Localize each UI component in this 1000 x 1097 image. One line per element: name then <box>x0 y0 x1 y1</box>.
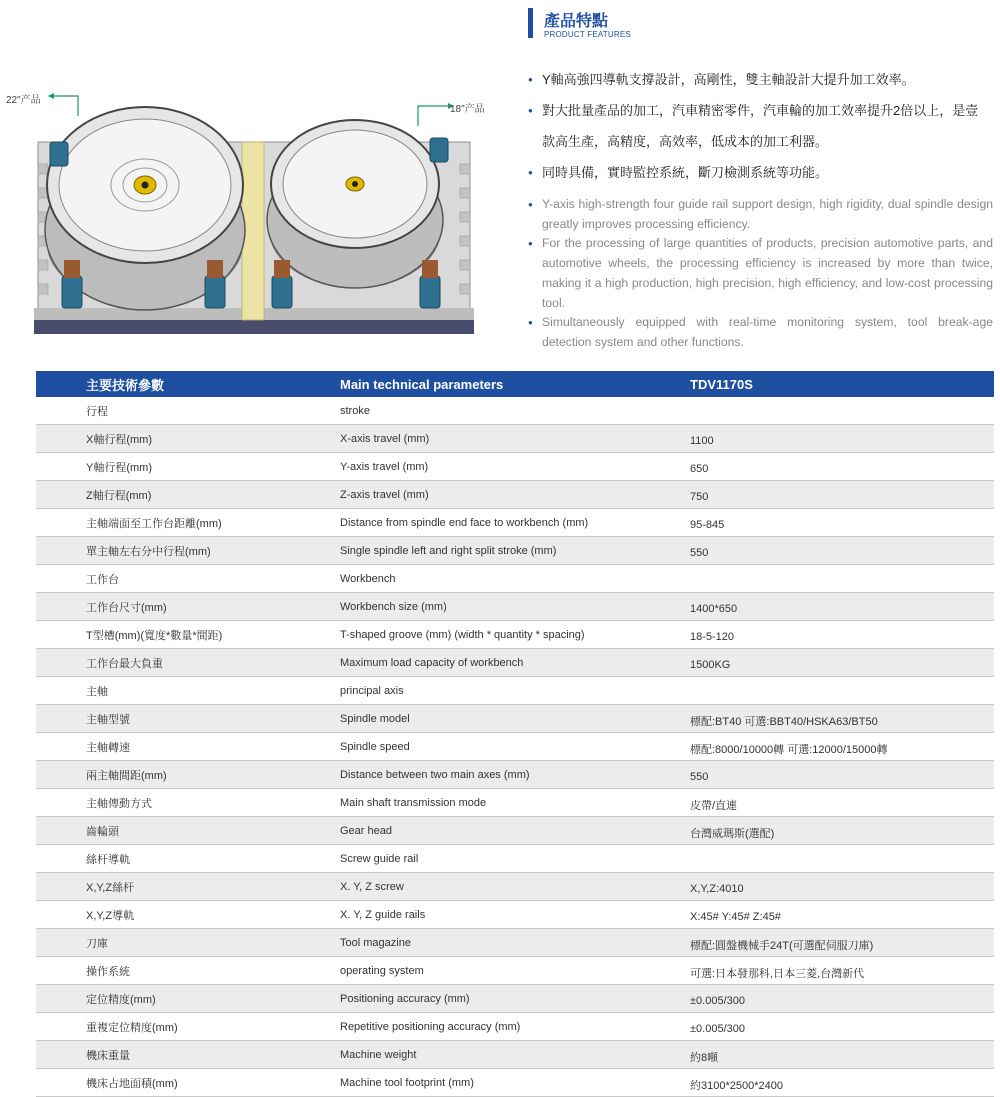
param-name-en: Distance from spindle end face to workbench (mm) <box>320 509 650 537</box>
param-value: 95-845 <box>650 509 994 537</box>
feature-item-zh: ● 同時具備，實時監控系統，斷刀檢測系統等功能。 <box>528 157 988 188</box>
features-list-zh <box>528 64 988 188</box>
param-name-zh: X,Y,Z導軌 <box>36 901 320 929</box>
param-value: 標配:8000/10000轉 可選:12000/15000轉 <box>650 733 994 761</box>
table-row <box>36 481 994 509</box>
spec-table <box>36 371 994 1097</box>
param-name-zh: Z軸行程(mm) <box>36 481 320 509</box>
param-name-zh: 單主軸左右分中行程(mm) <box>36 537 320 565</box>
param-value: ±0.005/300 <box>650 1013 994 1041</box>
param-name-zh: 刀庫 <box>36 929 320 957</box>
param-value: 可選:日本發那科,日本三菱,台灣新代 <box>650 957 994 985</box>
param-name-zh: 行程 <box>36 397 320 425</box>
label-18-inch-product: 18"产品 <box>450 104 485 115</box>
table-row <box>36 1069 994 1097</box>
param-name-zh: 工作台最大負重 <box>36 649 320 677</box>
param-value <box>650 677 994 705</box>
param-name-zh: 操作系統 <box>36 957 320 985</box>
param-name-en: T-shaped groove (mm) (width * quantity * spacing) <box>320 621 650 649</box>
param-name-en: Main shaft transmission mode <box>320 789 650 817</box>
param-name-zh: 主軸型號 <box>36 705 320 733</box>
param-name-zh: X軸行程(mm) <box>36 425 320 453</box>
label-22-inch-product: 22"产品 <box>6 95 41 106</box>
param-name-en: Z-axis travel (mm) <box>320 481 650 509</box>
features-subtitle: PRODUCT FEATURES <box>544 30 631 39</box>
table-row <box>36 649 994 677</box>
table-row <box>36 985 994 1013</box>
feature-item-zh: ● Y軸高強四導軌支撐設計，高剛性，雙主軸設計大提升加工效率。 <box>528 64 988 95</box>
param-name-en: X. Y, Z screw <box>320 873 650 901</box>
param-value: 台灣威瑪斯(選配) <box>650 817 994 845</box>
table-row <box>36 733 994 761</box>
table-row <box>36 397 994 425</box>
table-row <box>36 1041 994 1069</box>
param-name-zh: 絲杆導軌 <box>36 845 320 873</box>
param-name-zh: 定位精度(mm) <box>36 985 320 1013</box>
param-name-en: Repetitive positioning accuracy (mm) <box>320 1013 650 1041</box>
param-name-en: Spindle speed <box>320 733 650 761</box>
feature-item-en: ● Y-axis high-strength four guide rail support design, high rigidity, dual spindle design greatly improves processing efficiency. <box>528 195 993 234</box>
table-row <box>36 453 994 481</box>
param-name-en: principal axis <box>320 677 650 705</box>
param-name-zh: 重複定位精度(mm) <box>36 1013 320 1041</box>
param-value: 550 <box>650 537 994 565</box>
table-row <box>36 789 994 817</box>
features-title: 產品特點 <box>544 13 609 30</box>
param-value: 約8噸 <box>650 1041 994 1069</box>
param-name-en: Machine weight <box>320 1041 650 1069</box>
param-name-en: Tool magazine <box>320 929 650 957</box>
param-name-zh: 工作台 <box>36 565 320 593</box>
param-value: ±0.005/300 <box>650 985 994 1013</box>
param-value: X:45# Y:45# Z:45# <box>650 901 994 929</box>
param-name-zh: 主軸傳動方式 <box>36 789 320 817</box>
fixture-illustration <box>0 80 480 355</box>
param-value: 550 <box>650 761 994 789</box>
table-row <box>36 901 994 929</box>
table-row <box>36 677 994 705</box>
param-value: 標配:BT40 可選:BBT40/HSKA63/BT50 <box>650 705 994 733</box>
param-value <box>650 397 994 425</box>
table-row <box>36 873 994 901</box>
param-name-zh: 主軸轉速 <box>36 733 320 761</box>
table-row <box>36 621 994 649</box>
param-name-en: Gear head <box>320 817 650 845</box>
table-row <box>36 817 994 845</box>
param-value: 18-5-120 <box>650 621 994 649</box>
param-value: 1500KG <box>650 649 994 677</box>
param-value: X,Y,Z:4010 <box>650 873 994 901</box>
param-value <box>650 565 994 593</box>
table-row <box>36 929 994 957</box>
param-value: 650 <box>650 453 994 481</box>
param-name-zh: 齒輪頭 <box>36 817 320 845</box>
spec-table-header <box>36 371 994 397</box>
param-value: 約3100*2500*2400 <box>650 1069 994 1097</box>
param-value: 1100 <box>650 425 994 453</box>
table-row <box>36 593 994 621</box>
table-row <box>36 705 994 733</box>
table-row <box>36 761 994 789</box>
param-name-zh: T型槽(mm)(寬度*數量*間距) <box>36 621 320 649</box>
param-name-en: Screw guide rail <box>320 845 650 873</box>
param-name-en: Machine tool footprint (mm) <box>320 1069 650 1097</box>
features-list-en <box>528 195 993 353</box>
param-name-zh: 兩主軸間距(mm) <box>36 761 320 789</box>
param-name-en: Y-axis travel (mm) <box>320 453 650 481</box>
table-row <box>36 425 994 453</box>
param-name-zh: X,Y,Z絲杆 <box>36 873 320 901</box>
param-value: 750 <box>650 481 994 509</box>
param-name-en: Maximum load capacity of workbench <box>320 649 650 677</box>
param-name-en: Distance between two main axes (mm) <box>320 761 650 789</box>
table-row <box>36 957 994 985</box>
param-value: 皮帶/直連 <box>650 789 994 817</box>
feature-item-zh: ● 對大批量產品的加工，汽車精密零件，汽車輪的加工效率提升2倍以上，是壹款高生產，高精度，高效率，低成本的加工利器。 <box>528 95 988 157</box>
param-name-zh: Y軸行程(mm) <box>36 453 320 481</box>
param-name-zh: 工作台尺寸(mm) <box>36 593 320 621</box>
header-en-params: Main technical parameters <box>320 371 650 397</box>
param-name-zh: 主軸端面至工作台距離(mm) <box>36 509 320 537</box>
spec-table-body <box>36 397 994 1097</box>
param-value: 標配:圓盤機械手24T(可選配伺服刀庫) <box>650 929 994 957</box>
table-row <box>36 537 994 565</box>
feature-item-en: ● For the processing of large quantities of products, precision automotive parts, and automotive wheels, the processing efficiency is increased by more than twice, making it a high production, high precision, high efficiency, and low-cost processing tool. <box>528 234 993 313</box>
param-name-zh: 機床重量 <box>36 1041 320 1069</box>
param-name-en: X. Y, Z guide rails <box>320 901 650 929</box>
param-value: 1400*650 <box>650 593 994 621</box>
param-name-en: Spindle model <box>320 705 650 733</box>
header-zh-params: 主要技術參數 <box>36 371 320 397</box>
param-name-en: operating system <box>320 957 650 985</box>
table-row <box>36 509 994 537</box>
param-name-en: Positioning accuracy (mm) <box>320 985 650 1013</box>
param-name-zh: 主軸 <box>36 677 320 705</box>
param-name-en: Single spindle left and right split stroke (mm) <box>320 537 650 565</box>
feature-item-en: ● Simultaneously equipped with real-time monitoring system, tool break-age detection system and other functions. <box>528 313 993 352</box>
param-name-en: stroke <box>320 397 650 425</box>
param-name-en: X-axis travel (mm) <box>320 425 650 453</box>
accent-bar <box>528 8 533 38</box>
param-name-zh: 機床占地面積(mm) <box>36 1069 320 1097</box>
param-name-en: Workbench <box>320 565 650 593</box>
param-name-en: Workbench size (mm) <box>320 593 650 621</box>
table-row <box>36 845 994 873</box>
table-row <box>36 1013 994 1041</box>
header-model: TDV1170S <box>650 371 994 397</box>
table-row <box>36 565 994 593</box>
param-value <box>650 845 994 873</box>
